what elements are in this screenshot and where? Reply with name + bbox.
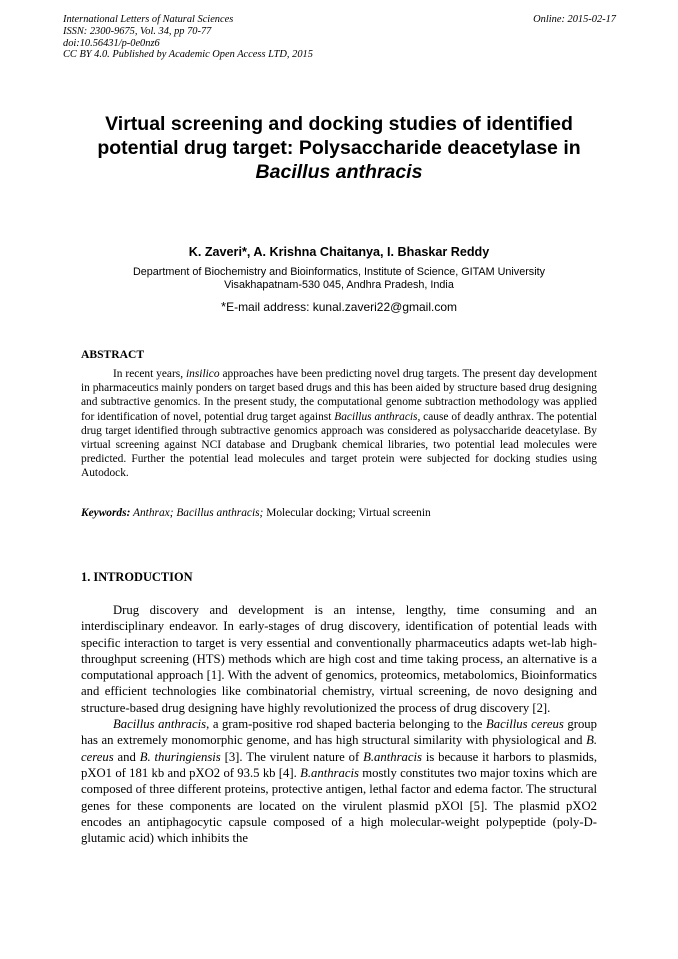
intro-text-4: group has an extremely monomorphic genome, and has high structural similarity with physiological and bbox=[81, 717, 597, 748]
affiliation-line-1: Department of Biochemistry and Bioinformatics, Institute of Science, GITAM University bbox=[132, 266, 546, 278]
intro-text-12: mostly constitutes two major toxins which are composed of three different proteins, protective antigen, lethal factor and edema factor. The structural genes for these components are located on the virulent plasmid pXOl [5]. The plasmid pXO2 encodes an antiphagocytic capsule composed of a high molecular-weight polypeptide (poly-D-glutamic acid) which inhibits the bbox=[81, 765, 597, 846]
introduction-body bbox=[81, 602, 597, 846]
intro-text-6: and bbox=[113, 749, 140, 764]
intro-text-8: [3]. The virulent nature of bbox=[220, 749, 364, 764]
issn-line: ISSN: 2300-9675, Vol. 34, pp 70-77 bbox=[63, 25, 212, 37]
intro-organism-5: B.anthracis bbox=[363, 749, 422, 764]
abstract-organism: Bacillus anthracis, bbox=[334, 410, 421, 423]
intro-text-2: , a gram-positive rod shaped bacteria belonging to the bbox=[206, 717, 486, 732]
abstract-heading: ABSTRACT bbox=[81, 348, 145, 361]
intro-organism-3: B. cereus bbox=[81, 733, 597, 764]
title-line-2: potential drug target: Polysaccharide deacetylase in bbox=[97, 137, 581, 159]
keywords bbox=[81, 506, 597, 520]
keywords-italic: Anthrax; Bacillus anthracis; bbox=[130, 507, 264, 519]
affiliation-line-2: Visakhapatnam-530 045, Andhra Pradesh, India bbox=[224, 279, 454, 291]
affiliation bbox=[80, 266, 598, 292]
author-list: K. Zaveri*, A. Krishna Chaitanya, I. Bhaskar Reddy bbox=[188, 245, 490, 259]
abstract-text-2: approaches have been predicting novel drug targets. The present day development in pharmaceutics mainly ponders on target based drugs and this has been aided by structure based drug designing and subtractive genomics. In the present study, the computational genome subtraction methodology was applied for identification of novel, potential drug target against bbox=[81, 368, 598, 423]
intro-organism-6: B.anthracis bbox=[300, 765, 359, 780]
intro-paragraph-1: Drug discovery and development is an intense, lengthy, time consuming and an interdisciplinary endeavor. In early-stages of drug discovery, identification of potential leads with specific interaction to target is very essential and conventionally pharmaceutics adapts wet-lab high-throughput screening (HTS) methods which are high cost and time taking process, an alternative is a computational approach [1]. With the advent of genomics, proteomics, metabolomics, Bioinformatics and efficient technologies like combinatorial chemistry, virtual screening, de novo designing and structure-based drug designing have highly revolutionized the process of drug discovery [2]. bbox=[81, 603, 597, 715]
introduction-heading: 1. INTRODUCTION bbox=[81, 570, 193, 584]
corresponding-email bbox=[80, 299, 598, 315]
abstract-text-3: cause of deadly anthrax. The potential drug target identified through subtractive genomics approach was considered as polysaccharide deacetylase. By virtual screening against NCI database and Drugbank chemical libraries, two potential lead molecules were predicted. Further the potential lead molecules and target protein were subjected for docking studies using Autodock. bbox=[81, 410, 597, 480]
intro-organism-4: B. thuringiensis bbox=[139, 749, 221, 764]
intro-text-10: is because it harbors to plasmids, pXO1 of 181 kb and pXO2 of 93.5 kb [4]. bbox=[81, 749, 597, 780]
abstract-body bbox=[81, 367, 597, 481]
intro-organism-2: Bacillus cereus bbox=[485, 717, 564, 732]
abstract-text-1: In recent years, bbox=[113, 368, 186, 380]
email-asterisk: * bbox=[221, 299, 227, 314]
abstract-insilico: insilico bbox=[185, 368, 220, 380]
keywords-rest: Molecular docking; Virtual screenin bbox=[263, 507, 431, 519]
title-line-1: Virtual screening and docking studies of identified bbox=[105, 113, 573, 135]
email-text: E-mail address: kunal.zaveri22@gmail.com bbox=[226, 300, 457, 314]
title-line-3: Bacillus anthracis bbox=[255, 161, 423, 183]
doi-line: doi:10.56431/p-0e0nz6 bbox=[63, 37, 160, 49]
journal-name: International Letters of Natural Sciences bbox=[63, 14, 234, 25]
license-line: CC BY 4.0. Published by Academic Open Access LTD, 2015 bbox=[63, 49, 313, 61]
intro-organism-1: Bacillus anthracis bbox=[113, 717, 207, 732]
keywords-label: Keywords: bbox=[81, 507, 131, 519]
online-date: Online: 2015-02-17 bbox=[533, 14, 616, 25]
paper-title bbox=[70, 112, 608, 184]
intro-paragraph-2 bbox=[81, 716, 597, 846]
